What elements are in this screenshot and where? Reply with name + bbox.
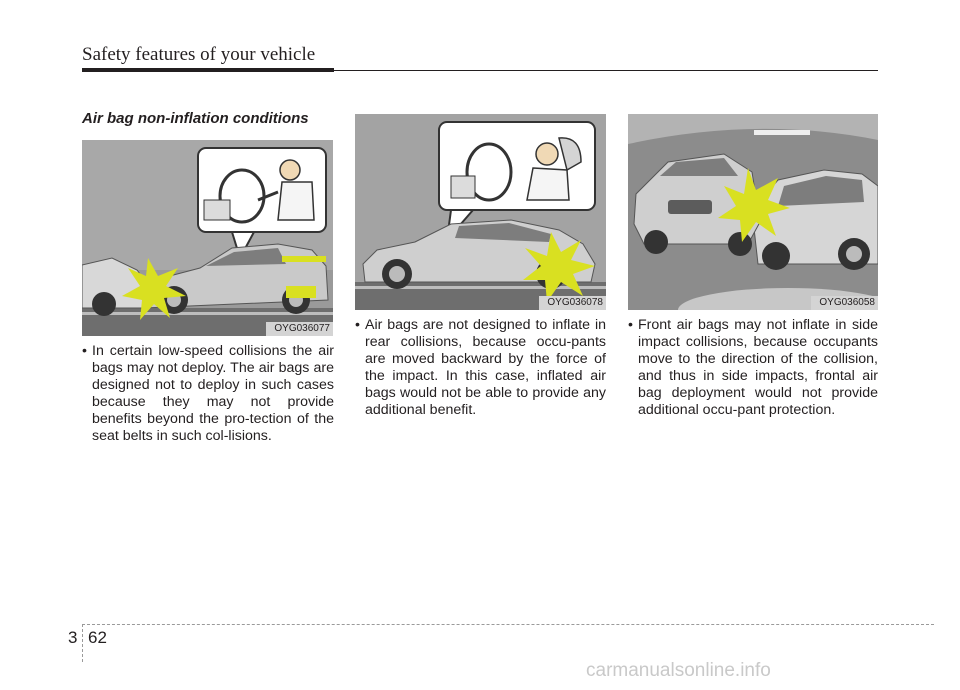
paragraph-text: Air bags are not designed to inflate in rear collisions, because occu-pants are moved backward by the force of the impact. In this case, inflated air bags would not be able to provide any additional benefit.	[365, 317, 606, 418]
figure-rear-collision	[355, 114, 606, 310]
page-header-title: Safety features of your vehicle	[82, 44, 316, 65]
paragraph-rear-collision	[355, 317, 606, 419]
rear-collision-illustration	[355, 114, 606, 310]
figure-code: OYG036077	[266, 322, 333, 336]
paragraph-text: Front air bags may not inflate in side impact collisions, because occupants move to the direction of the collision, and thus in side impacts, frontal air bag deployment would not provide additional occu-pant protection.	[638, 317, 878, 418]
chapter-number: 3	[68, 628, 78, 647]
bullet: •	[82, 343, 87, 359]
section-heading: Air bag non-inflation conditions	[82, 110, 309, 127]
bullet: •	[628, 317, 633, 333]
side-impact-illustration	[628, 114, 878, 310]
paragraph-low-speed	[82, 343, 334, 445]
watermark: carmanualsonline.info	[586, 660, 771, 681]
footer-divider	[82, 624, 83, 662]
paragraph-side-impact	[628, 317, 878, 419]
footer-rule	[82, 624, 934, 625]
low-speed-collision-illustration	[82, 140, 333, 336]
figure-code: OYG036058	[811, 296, 878, 310]
figure-side-impact	[628, 114, 878, 310]
paragraph-text: In certain low-speed collisions the air bags may not deploy. The air bags are designed not to deploy in such cases because they may not provide benefits beyond the pro-tection of the seat belts in such col-lisions.	[92, 343, 334, 444]
figure-code: OYG036078	[539, 296, 606, 310]
header-rule-thin	[334, 70, 878, 71]
bullet: •	[355, 317, 360, 333]
page-number: 62	[88, 628, 107, 647]
figure-low-speed-collision	[82, 140, 333, 336]
header-rule-thick	[82, 68, 334, 72]
